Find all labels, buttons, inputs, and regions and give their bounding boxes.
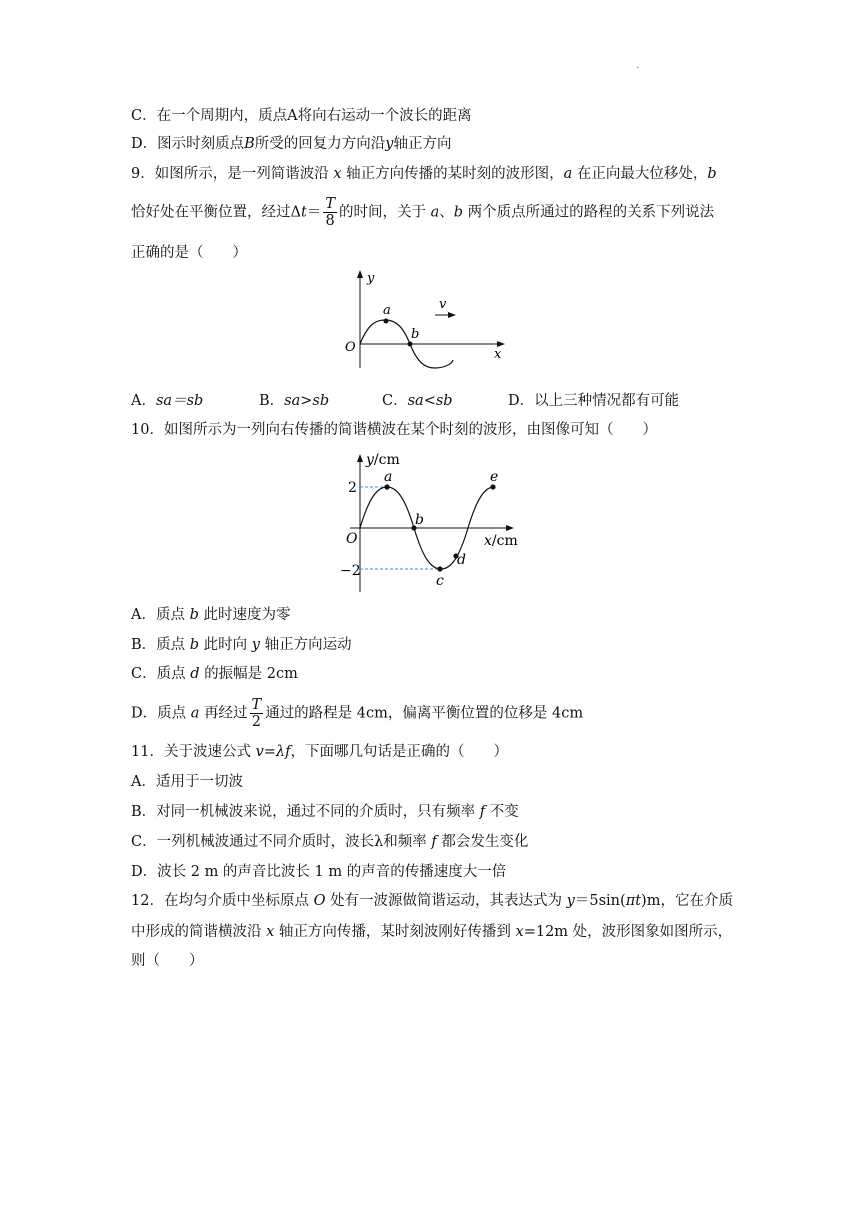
q9-option-a: A．sa＝sb xyxy=(131,393,204,409)
q11-option-b: B．对同一机械波来说，通过不同的介质时，只有频率 f 不变 xyxy=(131,804,519,820)
q9-fig-v-label: v xyxy=(439,297,447,312)
q11-stem: 11．关于波速公式 v=λf，下面哪几句话是正确的（ ） xyxy=(131,744,508,760)
q10-fig-x-label: x/cm xyxy=(484,533,518,549)
q10-fig-d-label: d xyxy=(457,552,466,568)
q10-fig-c-label: c xyxy=(436,573,444,589)
q10-option-c: C．质点 d 的振幅是 2cm xyxy=(131,666,298,682)
q9-option-b: B．sa>sb xyxy=(259,393,330,409)
q9-fig-y-label: y xyxy=(367,271,375,286)
q9-option-c: C．sa<sb xyxy=(382,393,453,409)
q10-option-d: D．质点 a 再经过 $\frac{T}{2}$ 通过的路程是 4cm，偏离平衡位置的位移是 4cm xyxy=(131,697,584,730)
q10-stem: 10．如图所示为一列向右传播的简谐横波在某个时刻的波形，由图像可知（ ） xyxy=(131,422,657,438)
q10-wave-figure xyxy=(330,446,530,596)
q10-fig-tick-minus2: −2 xyxy=(340,563,361,579)
fraction-t-over-2: $\frac{T}{2}$ xyxy=(251,697,262,730)
q9-stem-line2: 恰好处在平衡位置，经过Δt＝ $\frac{T}{8}$ 的时间，关于 a、b 两个质点所通过的路程的关系下列说法 xyxy=(131,196,715,229)
q12-stem-line1: 12．在均匀介质中坐标原点 O 处有一波源做简谐运动，其表达式为 y＝5sin(πt)m，它在介质 xyxy=(131,893,733,909)
q10-fig-tick-2: 2 xyxy=(348,480,357,496)
q11-option-a: A．适用于一切波 xyxy=(131,774,243,790)
q9-fig-x-label: x xyxy=(494,347,502,362)
q9-options xyxy=(131,391,679,411)
q10-fig-e-label: e xyxy=(490,469,499,485)
q9-fig-a-label: a xyxy=(383,303,391,318)
q12-stem-line3: 则（ ） xyxy=(131,953,204,969)
q10-fig-y-label: y/cm xyxy=(366,452,400,468)
q9-stem-line1: 9．如图所示，是一列简谐波沿 x 轴正方向传播的某时刻的波形图，a 在正向最大位移处，b xyxy=(131,166,717,182)
q11-option-c: C．一列机械波通过不同介质时，波长λ和频率 f 都会发生变化 xyxy=(131,834,529,850)
page-mark: . xyxy=(636,60,640,71)
q8-option-d: D．图示时刻质点B所受的回复力方向沿y轴正方向 xyxy=(131,136,452,152)
q12-stem-line2: 中形成的简谐横波沿 x 轴正方向传播，某时刻波刚好传播到 x=12m 处，波形图象如图所示， xyxy=(131,924,733,940)
q10-option-a: A．质点 b 此时速度为零 xyxy=(131,607,291,623)
q10-option-b: B．质点 b 此时向 y 轴正方向运动 xyxy=(131,637,352,653)
q8-option-c: C．在一个周期内，质点A将向右运动一个波长的距离 xyxy=(131,108,472,124)
q9-fig-b-label: b xyxy=(411,327,420,342)
fraction-t-over-8: $\frac{T}{8}$ xyxy=(325,196,335,229)
q10-fig-origin-label: O xyxy=(346,531,358,547)
q9-fig-origin-label: O xyxy=(345,340,356,355)
q10-fig-a-label: a xyxy=(384,469,393,485)
q9-option-d: D．以上三种情况都有可能 xyxy=(508,393,680,409)
q11-option-d: D．波长 2 m 的声音比波长 1 m 的声音的传播速度大一倍 xyxy=(131,864,507,880)
q10-fig-b-label: b xyxy=(415,512,424,528)
q9-wave-figure xyxy=(335,268,515,372)
q9-stem-line3: 正确的是（ ） xyxy=(131,245,247,261)
